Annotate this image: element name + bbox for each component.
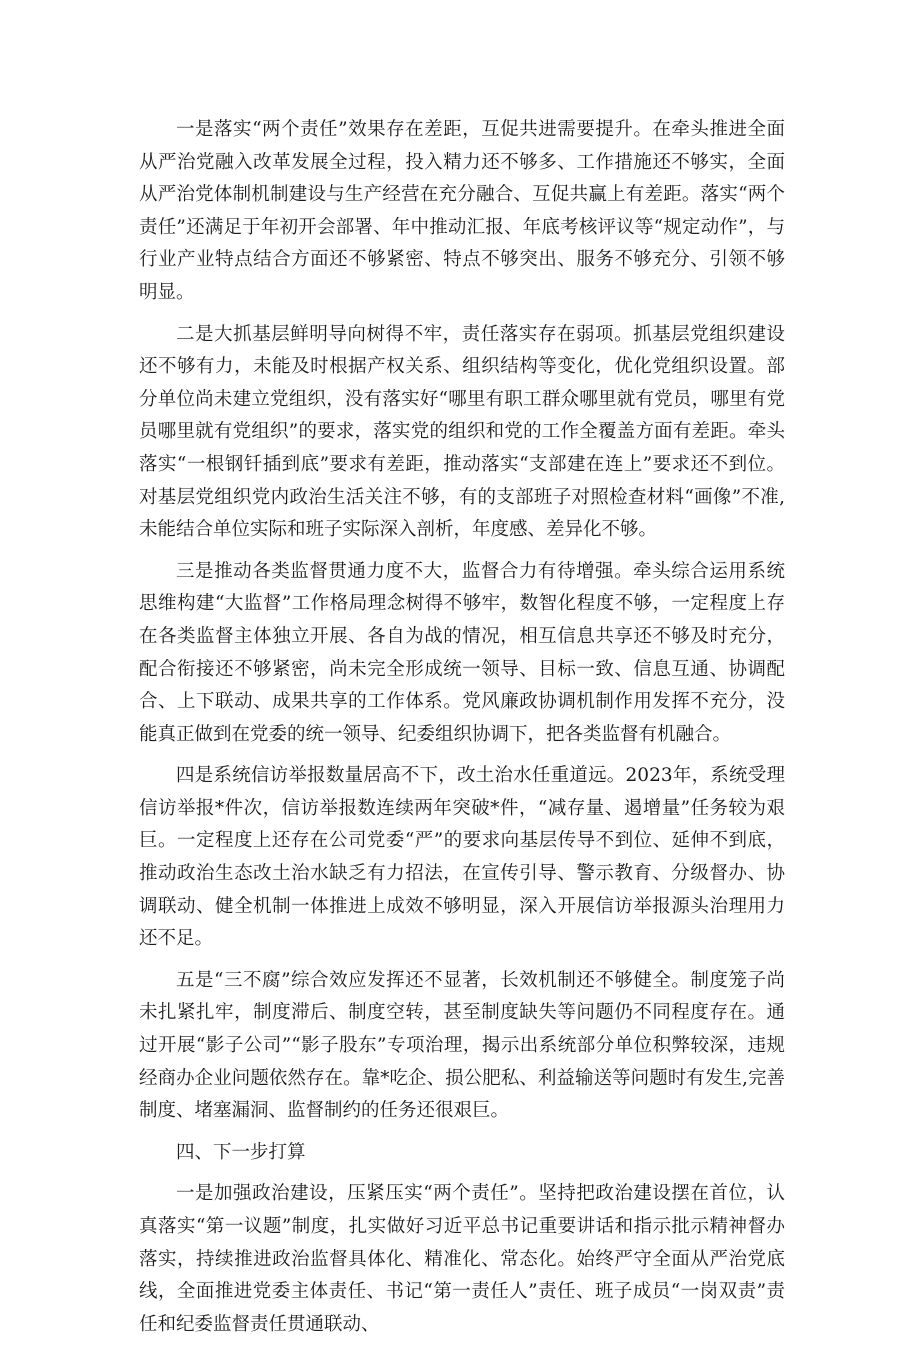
paragraph-political-building: 一是加强政治建设，压紧压实“两个责任”。坚持把政治建设摆在首位，认真落实“第一议题”制度，扎实做好习近平总书记重要讲话和指示批示精神督办落实，持续推进政治监督具体化、精准化、常态化。始终严守全面从严治党底线，全面推进党委主体责任、书记“第一责任人”责任、班子成员“一岗双责”责任和纪委监督责任贯通联动、: [139, 1183, 785, 1335]
document-body: [139, 114, 785, 1350]
paragraph-three-no-corruption: 五是“三不腐”综合效应发挥还不显著，长效机制还不够健全。制度笼子尚未扎紧扎牢，制度滞后、制度空转，甚至制度缺失等问题仍不同程度存在。通过开展“影子公司”“影子股东”专项治理，揭示出系统部分单位积弊较深，违规经商办企业问题依然存在。靠*吃企、损公肥私、利益输送等问题时有发生,完善制度、堵塞漏洞、监督制约的任务还很艰巨。: [139, 969, 785, 1122]
paragraph-grassroots-building: 二是大抓基层鲜明导向树得不牢，责任落实存在弱项。抓基层党组织建设还不够有力，未能及时根据产权关系、组织结构等变化，优化党组织设置。部分单位尚未建立党组织，没有落实好“哪里有职工群众哪里就有党员，哪里有党员哪里就有党组织”的要求，落实党的组织和党的工作全覆盖方面有差距。牵头落实“一根钢钎插到底”要求有差距，推动落实“支部建在连上”要求还不到位。对基层党组织党内政治生活关注不够，有的支部班子对照检查材料“画像”不准,未能结合单位实际和班子实际深入剖析，年度感、差异化不够。: [139, 323, 785, 541]
paragraph-supervision-synergy: 三是推动各类监督贯通力度不大，监督合力有待增强。牵头综合运用系统思维构建“大监督”工作格局理念树得不够牢，数智化程度不够，一定程度上存在各类监督主体独立开展、各自为战的情况，相互信息共享还不够及时充分，配合衔接还不够紧密，尚未完全形成统一领导、目标一致、信息互通、协调配合、上下联动、成果共享的工作体系。党风廉政协调机制作用发挥不充分，没能真正做到在党委的统一领导、纪委组织协调下，把各类监督有机融合。: [139, 560, 785, 745]
section-heading-next-steps: 四、下一步打算: [176, 1141, 306, 1163]
paragraph-responsibility-gap: 一是落实“两个责任”效果存在差距，互促共进需要提升。在牵头推进全面从严治党融入改革发展全过程，投入精力还不够多、工作措施还不够实，全面从严治党体制机制建设与生产经营在充分融合、互促共赢上有差距。落实“两个责任”还满足于年初开会部署、年中推动汇报、年底考核评议等“规定动作”，与行业产业特点结合方面还不够紧密、特点不够突出、服务不够充分、引领不够明显。: [139, 119, 785, 303]
paragraph-petition-reports: 四是系统信访举报数量居高不下，改土治水任重道远。2023年，系统受理信访举报*件次，信访举报数连续两年突破*件，“减存量、遏增量”任务较为艰巨。一定程度上还存在公司党委“严”的要求向基层传导不到位、延伸不到底，推动政治生态改土治水缺乏有力招法，在宣传引导、警示教育、分级督办、协调联动、健全机制一体推进上成效不够明显，深入开展信访举报源头治理用力还不足。: [139, 765, 785, 950]
